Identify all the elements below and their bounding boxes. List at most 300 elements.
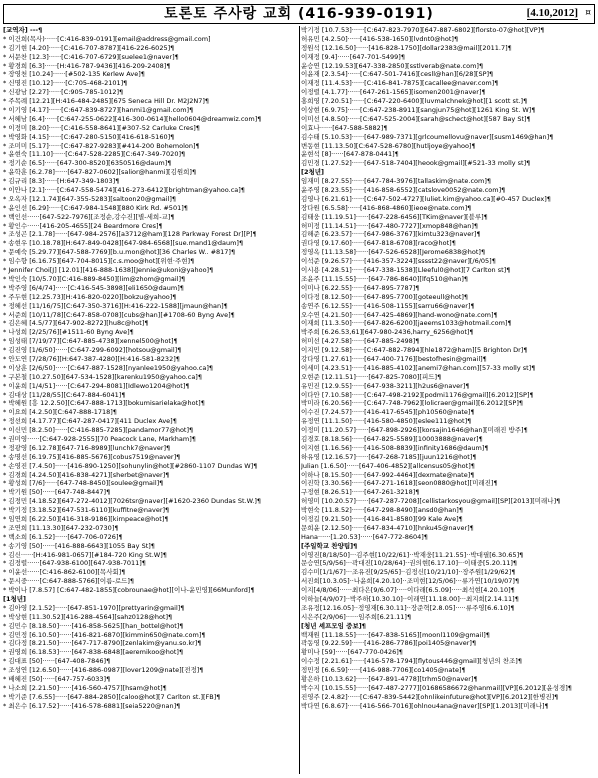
directory-entry: [301, 417, 595, 426]
directory-entry: [301, 186, 595, 195]
directory-entry: [301, 604, 595, 613]
entry-text: 장다원 [6.5.58]······[416-868-4860][ieoe@nate.com]¶: [301, 203, 472, 212]
directory-entry: [301, 613, 595, 622]
entry-text: * 정선희 [4.17.77][C:647-287-0417][411 Duclex Ave]¶: [3, 417, 177, 426]
entry-text: 이하늘[4/9/07]··박주하[10.30.10]··이래연[11.18.00]···최지희[2.14.11]¶: [301, 595, 519, 603]
directory-entry: [3, 257, 297, 266]
entry-text: * 김대상 [11/28/55][C:647-884-6041]¶: [3, 390, 126, 399]
entry-text: * 이윤희 [1/4/51]······[C:647-294-8081][Idlewo1204@hot]¶: [3, 381, 190, 390]
entry-text: 유정연 [11.1.50]······[416-580-4850][eslee111@hot]¶: [301, 417, 472, 426]
directory-entry: [301, 319, 595, 328]
entry-text: * 장영천 [10.24]······[#502-135 Kerlew Ave]¶: [3, 70, 145, 79]
entry-text: * 송기영 [50]······[416-888-6643][1055 Bay St]¶: [3, 541, 155, 550]
title-bar: [3, 4, 595, 24]
entry-text: * 윤인선 [6.29]······[C:647-984-1548][880 Kirk Rd. #501]¶: [3, 203, 188, 212]
directory-entry: [301, 355, 595, 364]
section-header: [301, 622, 595, 631]
entry-text: 하유영 [12.16.57]······[647-268-7185][juun1216@hot]¶: [301, 452, 477, 461]
directory-entry: [301, 26, 595, 35]
directory-entry: [301, 302, 595, 311]
entry-text: 오현준 [12.11.51]······[647-825-7080][피드]¶: [301, 372, 442, 381]
entry-text: 이상현 [6.9.75]······[C:647-238-8911][sangjun75@hot][1261 King St. W]¶: [301, 106, 536, 115]
directory-entry: [3, 648, 297, 657]
directory-entry: [3, 62, 297, 71]
entry-text: * 나소희 [2.21.50]······[416-560-4757][hsam@hot]¶: [3, 683, 167, 692]
entry-text: 문희윤 [2.12.50]······[647-834-4710][hnku45@naver]¶: [301, 523, 474, 532]
entry-text: 이지현 [1.16.56]······[416-508-8839][infinity1686@daum]¶: [301, 443, 489, 452]
directory-entry: [301, 150, 595, 159]
directory-entry: [301, 639, 595, 648]
entry-text: * 김민수 [8.18.50]······[416-858-5625][han_bottel@hot]¶: [3, 621, 184, 630]
directory-entry: [3, 559, 297, 568]
entry-text: * 이정미 [8.20]······[C:416-558-8641][#307-52 Carluke Cres]¶: [3, 123, 200, 132]
directory-entry: [3, 35, 297, 44]
entry-text: 문승연[5/9/56]···곽대진[10/28/64]··권의현[6.17.10]···이태중[5.20.11]¶: [301, 559, 518, 568]
entry-text: 박다연 [6.8.67]······[416-566-7016][ohlnou4ana@naver][SP][1.2013][미래나]¶: [301, 701, 549, 710]
directory-entry: [3, 79, 297, 88]
entry-text: * 박인숙 [10/5.70][C:416-889-8450][lim@zhom@gmail]¶: [3, 274, 186, 283]
directory-entry: [301, 382, 595, 391]
entry-text: 김해준 [6.23.57]······[647-986-3767][kimtu323@naver]¶: [301, 230, 481, 239]
entry-text: * 조연희 [11.13.30][647-232-0730]¶: [3, 523, 119, 532]
directory-entry: [3, 631, 297, 640]
directory-entry: [301, 311, 595, 320]
directory-entry: [3, 230, 297, 239]
directory-entry: [301, 506, 595, 515]
directory-entry: [301, 471, 595, 480]
entry-text: * 안도연 [7/28/76][H:647-387-4280][H:416-581-8232]¶: [3, 354, 180, 363]
entry-text: 김태웅 [11.19.51]······[647-228-6456][TKim@naver][블루]¶: [301, 212, 488, 221]
directory-entry: [301, 551, 595, 560]
entry-text: 곽동영 [9.22.59]······[416-286-7786][poi1405@naver]¶: [301, 639, 477, 648]
directory-entry: [3, 159, 297, 168]
entry-text: 이미선 [4.8.50]······[C:647-525-2004][sarah@schect@hot][587 Bay St]¶: [301, 114, 531, 123]
entry-text: 박미라 [6.20.56]······[C:647-748-7962][lolicraer@gmail][6.2012][SP]¶: [301, 399, 524, 408]
entry-text: * 이윤선······[C:416-862-6100][목사회]¶: [3, 568, 126, 577]
directory-entry: [301, 488, 595, 497]
directory-entry: [3, 462, 297, 471]
directory-entry: [3, 435, 297, 444]
directory-entry: [301, 462, 595, 471]
section-header-text: [1청년]: [3, 595, 27, 603]
directory-entry: [301, 239, 595, 248]
directory-entry: [3, 337, 297, 346]
entry-text: 이재희 [11.3.50]······[647-826-6200][jaeems1033@hotmail.com]¶: [301, 319, 512, 328]
directory-entry: [3, 586, 297, 595]
entry-text: * 정광영 [6.12.78][647-716-8989][lunchk7@naver]¶: [3, 443, 171, 452]
entry-text: 이지[4/8/06]······최다은[9/6.07]·····이다래[6.5.09]·····최석현[4.20.10]¶: [301, 586, 515, 595]
entry-text: 이재정 [11.4.53]······[C:416-841-7875][cacallee@naver.com]¶: [301, 79, 499, 88]
entry-text: Julian [1.6.50]······[647-406-4852][allcensus05@hot]¶: [301, 461, 475, 470]
entry-text: 이재정 [9.4]······[647-701-5499]¶: [301, 52, 405, 61]
section-header-text: [주일학교 찬양팀]¶: [301, 541, 358, 550]
entry-text: 박수지 [10.15.55]······[647-487-2777][01686586672@hanmail][VP][6.2012][윤성경]¶: [301, 683, 572, 692]
entry-text: 정영옥 [11.13.58]······[647-526-6528][Jerome6838@hot]¶: [301, 248, 486, 257]
directory-entry: [3, 239, 297, 248]
directory-entry: [301, 142, 595, 151]
directory-entry: [3, 453, 297, 462]
entry-text: 정민정 [6.6.59]······[416-988-7706][co1405@nate]¶: [301, 666, 466, 675]
directory-entry: [301, 177, 595, 186]
directory-entry: [3, 177, 297, 186]
column-divider: [299, 26, 300, 774]
directory-entry: [301, 479, 595, 488]
directory-entry: [3, 133, 297, 142]
directory-entry: [301, 44, 595, 53]
directory-entry: [301, 435, 595, 444]
entry-text: * 황경희 [6.3]······[H:416-787-9436][416-209-2408]¶: [3, 61, 171, 70]
entry-text: * 김정렬······[647-938-6100][647-938-7011]¶: [3, 559, 146, 568]
entry-text: 유민진 [12.9.55]······[647-938-3211][h2us6@naver]¶: [301, 381, 470, 390]
directory-entry: [301, 88, 595, 97]
entry-text: * 주두현 [12.25.73][H:416-820-0220][bokzu@yahoo]¶: [3, 292, 177, 301]
section-header: [3, 26, 297, 35]
section-header: [301, 542, 595, 551]
directory-entry: [3, 142, 297, 151]
directory-entry: [301, 106, 595, 115]
entry-text: * 문예숙 [5.29.77][647-588-7769][b.u.mon@hot][36 Charles W.. #817]¶: [3, 248, 236, 257]
entry-text: 황은하 [10.13.62]······[647-891-4778][trhm50@naver]¶: [301, 675, 478, 684]
directory-entry: [3, 382, 297, 391]
entry-text: * 권영희 [6.18.53]······[647-838-6848][aeremikoo@hot]¶: [3, 648, 184, 657]
directory-entry: [301, 124, 595, 133]
page-title: 토론토 주사랑 교회 (416-939-0191): [164, 6, 434, 22]
entry-text: 윤현석 [8]······[647-878-0441]¶: [301, 150, 399, 159]
entry-text: * 황성희 [7/6]······[647-748-8450][soulee@gmail]¶: [3, 479, 164, 488]
entry-text: * 조미미 [5.17]······[C:647-827-9283][#414-200 Bohemolon]¶: [3, 141, 200, 150]
entry-text: * 권미영······[C:647-928-2555][70 Peacock Lane, Markham]¶: [3, 434, 196, 443]
directory-page: [3, 4, 595, 774]
entry-text: * 송명선 [6.19.75][416-885-5676][cobus7519@naver]¶: [3, 452, 181, 461]
entry-text: 이영진[8/18/50]···김주현[10/22/61]··박재웅[11.21.55]··박대필[6.30.65]¶: [301, 550, 524, 559]
entry-text: 이진학 [3.30.56]······[647-271-1618][seon0880@hot][미래진]¶: [301, 479, 498, 488]
directory-entry: [301, 248, 595, 257]
directory-entry: [3, 675, 297, 684]
entry-text: * 정기순 [6.5]······[647-300-8520][6350516@daum]¶: [3, 159, 172, 168]
directory-entry: [301, 693, 595, 702]
directory-entry: [3, 275, 297, 284]
entry-text: * 김신······[H:416-981-0657][#184-720 King St.W]¶: [3, 550, 167, 559]
section-header-text: [청년 셰프모임 중보]¶: [301, 621, 366, 630]
directory-entry: [301, 586, 595, 595]
directory-entry: [3, 479, 297, 488]
directory-entry: [301, 222, 595, 231]
entry-text: 이정길 [9.21.50]······[416-841-8580][99 Kale Ave]¶: [301, 514, 463, 523]
entry-text: 허영미 [10.20.57]······[647-287-7208][cellistarkosyou@gmail][SP][2013][미래나]¶: [301, 497, 561, 506]
section-header-text: [2청년]: [301, 168, 325, 177]
entry-text: 시은주[2/9/06]······임주희[6.21.11]¶: [301, 612, 412, 621]
entry-text: * 이신민 [8.2.50]······[C:416-885-7285][pandamor77@hot]¶: [3, 426, 194, 435]
entry-text: * 이상훈 [2/6/50]······[C:647-887-1528][nyanlee1950@yahoo.ca]¶: [3, 363, 213, 372]
right-column: [301, 26, 595, 774]
directory-entry: [3, 213, 297, 222]
directory-entry: [3, 639, 297, 648]
directory-entry: [301, 346, 595, 355]
entry-text: * 이기영 [4.17]······[C:647-839-8727][hanmi1@gmail.com]¶: [3, 106, 194, 115]
directory-entry: [301, 364, 595, 373]
directory-entry: [301, 559, 595, 568]
directory-entry: [301, 577, 595, 586]
directory-entry: [3, 88, 297, 97]
directory-entry: [3, 542, 297, 551]
directory-entry: [3, 702, 297, 711]
directory-entry: [301, 159, 595, 168]
directory-entry: [301, 79, 595, 88]
entry-text: 이윤재 [2.3.54]······[C:647-501-7416][cesll@han][6/28][SP]¶: [301, 70, 494, 79]
directory-entry: [3, 44, 297, 53]
directory-entry: [301, 133, 595, 142]
directory-entry: [301, 284, 595, 293]
entry-text: 황미나 [59]······[647-770-0426]¶: [301, 648, 403, 657]
entry-text: 진영주 [2.4.82]······[C:647-839-5442][ohnlikeinfuture@hot][VP][6.2012][한병진]¶: [301, 692, 559, 701]
directory-entry: [301, 275, 595, 284]
directory-entry: [3, 426, 297, 435]
directory-entry: [3, 70, 297, 79]
entry-text: 이다정 [8.12.50]······[647-895-7700][goteeull@hot]¶: [301, 292, 469, 301]
directory-entry: [301, 70, 595, 79]
directory-entry: [301, 35, 595, 44]
entry-text: 허유민 [4.2.50]······[416-538-1650][lvdnt0@hot]¶: [301, 34, 459, 43]
directory-entry: [301, 497, 595, 506]
entry-text: 홍희영 [7.20.51]······[C:647-220-6400][luvmalchnek@hot][1 scott st.]¶: [301, 97, 528, 106]
entry-text: 백재원 [11.18.55]······[647-838-5165][moonl1109@gmail]¶: [301, 630, 490, 639]
entry-text: * 서준희 [10/11/78][C:647-858-0708][cubs@han][#1708-60 Byng Ave]¶: [3, 310, 235, 319]
entry-text: 이하나 [8.15.50]······[647-992-4464][dexmate@nate]¶: [301, 470, 475, 479]
directory-entry: [3, 355, 297, 364]
entry-text: 윤승연 [12.19.53][647-338-2850][sstlverab@nate.com]¶: [301, 61, 484, 70]
directory-entry: [3, 124, 297, 133]
directory-entry: [301, 266, 595, 275]
directory-entry: [301, 328, 595, 337]
directory-entry: [301, 97, 595, 106]
directory-entry: [3, 506, 297, 515]
entry-text: 송연주 [6.12.55]······[416-508-1155][sarru66@naver]¶: [301, 301, 475, 310]
entry-text: 이효나······[647-588-5882]¶: [301, 123, 388, 132]
entry-text: 박주희 [6.26.53,61][647-980-2436,harry_6256@hot]¶: [301, 328, 474, 337]
directory-entry: [301, 195, 595, 204]
entry-text: 김영나 [6.21.61]······[C:647-502-4727][luliet.kim@yahoo.ca][#0-457 Duclex]¶: [301, 194, 551, 203]
entry-text: * 김민정 [6.10.50]······[416-821-6870][kimmin650@nate.com]¶: [3, 630, 206, 639]
entry-text: 이정렬 [4.1.77]······[647-261-1565][isomen2001@naver]¶: [301, 88, 486, 97]
directory-entry: [301, 568, 595, 577]
entry-text: * 백소희 [6.1.52]······[647-706-0726]¶: [3, 532, 123, 541]
entry-text: * 김대표 [50]······[647-408-7846]¶: [3, 657, 111, 666]
section-header: [3, 595, 297, 604]
directory-entry: [301, 408, 595, 417]
entry-text: 변동현 [11.13.50][C:647-528-6780][hutljoye@yahoo]¶: [301, 141, 476, 150]
entry-text: * 박상현 [11.30.52][416-288-4564][sahz0128@hot]¶: [3, 612, 173, 621]
directory-entry: [301, 62, 595, 71]
directory-entry: [3, 346, 297, 355]
entry-text: 이다안 [7.10.58]······[C:647-498-2192][podmi1176@gmail][6.2012][SP]¶: [301, 390, 534, 399]
directory-entry: [3, 248, 297, 257]
directory-entry: [3, 515, 297, 524]
directory-entry: [301, 657, 595, 666]
directory-entry: [3, 444, 297, 453]
directory-entry: [301, 257, 595, 266]
entry-text: 허미선 [4.27.58]······[647-885-2498]¶: [301, 337, 420, 346]
directory-entry: [3, 488, 297, 497]
directory-entry: [301, 444, 595, 453]
entry-text: * 김기현 [4.20]······[C:416-707-8787][416-226-6025]¶: [3, 43, 175, 52]
directory-entry: [3, 302, 297, 311]
entry-text: 정원석 [12.16.50]······[416-828-1750][dollar2383@mail][2011.7]¶: [301, 43, 512, 52]
directory-entry: [3, 613, 297, 622]
directory-entry: [301, 53, 595, 62]
entry-text: 이수정 [2.21.61]······[416-578-1794][flytous446@gmail][청년의 찬조]¶: [301, 657, 522, 666]
entry-text: 김수태 [5.10.53]······[647-989-7371][grlcoumellovu@naver][susm1469@han]¶: [301, 132, 554, 141]
entry-text: 조윤주 [11.15.55]······[647-786-8640][lfq510@han]¶: [301, 274, 468, 283]
entry-text: * 배혜진 [50]······[647-757-6033]¶: [3, 675, 111, 684]
directory-entry: [3, 97, 297, 106]
directory-entry: [3, 106, 297, 115]
directory-entry: [301, 453, 595, 462]
entry-text: * 신명진 [10.12]······[C:705-468-2101]¶: [3, 79, 128, 88]
directory-entry: [3, 364, 297, 373]
directory-entry: [301, 399, 595, 408]
entry-text: * 조성곤 [2.1.78]······[647-984-2576][a3712@ham][128 Parkway Forest Dr][P]¶: [3, 230, 257, 239]
directory-entry: [3, 293, 297, 302]
entry-text: * 김아영 [2.1.52]······[647-851-1970][prettyarin@gmail]¶: [3, 603, 185, 612]
date-label: [4.10,2012]: [526, 7, 578, 19]
entry-text: * 박이나 [7.8.57] [C:647-482-1855][cobrounae@hot][이나-윤민영][66Munford]¶: [3, 586, 255, 595]
directory-entry: [3, 204, 297, 213]
entry-text: 이시용 [4.28.51]······[647-338-1538][Lleeful0@hot][7 Carlton st]¶: [301, 266, 511, 275]
directory-entry: [3, 150, 297, 159]
entry-text: 권다영 [9.17.60]······[647-818-6708][raco@hot]¶: [301, 239, 456, 248]
entry-text: * 서문찬 [12.3]······[C:416-707-6729][suelee1@naver]¶: [3, 52, 179, 61]
entry-text: * 박기정 [3.18.52][647-531-6110][kuffitne@naver]¶: [3, 506, 170, 515]
section-header-text: [교역자] ---¶: [3, 26, 43, 34]
entry-text: 윤주영 [8.23.55]······[416-858-6552][catslove0052@nate.com]¶: [301, 186, 506, 195]
directory-entry: [3, 666, 297, 675]
directory-entry: [3, 168, 297, 177]
entry-text: * 손영진 [7.4.50]······[416-890-1250][sohunylin@hot][#2860-1107 Dundas W]¶: [3, 461, 258, 470]
entry-text: * 문시중······[C:647-888-5766][이름-로드]¶: [3, 577, 135, 586]
section-header: [301, 168, 595, 177]
entry-text: * 서혜남 [6.4]······[C:647-255-0622][416-300-0614][hello0604@dreamwiz.com]¶: [3, 114, 262, 123]
entry-text: * 황인수······[416-205-4655][24 Beardmore Cres]¶: [3, 221, 163, 230]
entry-text: * 윤학훈 [6.2.78]······[647-827-0602][salior@hanmi][김원희]¶: [3, 168, 197, 177]
entry-text: * 송현우 [10.18.78][H:647-849-0428][647-984-6568][sue.mand1@daum]¶: [3, 239, 244, 248]
directory-entry: [3, 471, 297, 480]
directory-entry: [301, 524, 595, 533]
directory-entry: [301, 373, 595, 382]
end-mark: ¤: [585, 8, 591, 18]
entry-text: 김경호 [8.18.56]······[647-825-5589][10003888@naver]¶: [301, 434, 483, 443]
directory-entry: [301, 675, 595, 684]
entry-text: 김민경 [1.27.52]······[647-518-7404][heook@gmail][#521-33 molly st]¶: [301, 159, 531, 168]
directory-entry: [301, 595, 595, 604]
entry-text: 임재미 [8.27.55]······[647-784-3976][tallaskim@nate.com]¶: [301, 177, 492, 186]
left-column: [3, 26, 297, 774]
entry-text: 이지민 [9.12.58]······[C:647-882-7894][hle1872@ham][5 Brighton Dr]¶: [301, 346, 528, 355]
directory-entry: [3, 417, 297, 426]
directory-entry: [3, 577, 297, 586]
entry-text: 박기정 [10.7.53]······[C:647-823-7970][647-887-6802][florsto-07@hot][VP]¶: [301, 26, 545, 34]
entry-text: * 박기원 [50]······[647-748-8447]¶: [3, 488, 111, 497]
directory-entry: [3, 551, 297, 560]
directory-entry: [301, 115, 595, 124]
directory-entry: [301, 515, 595, 524]
entry-text: 김수미[1/1/67]···조유진[9/25/65]··김정신[10/21/10]··장주원[1/29/62]¶: [301, 568, 516, 577]
entry-text: * 김진영 [1/6/50]······[C:647-299-6092][hotsou@gmail]¶: [3, 346, 182, 355]
entry-text: * 신광남 [2.27]······[C:905-785-1012]¶: [3, 88, 124, 97]
entry-text: 이수진 [7.24.57]······[416-417-6545][ph10560@nate]¶: [301, 408, 475, 417]
entry-text: 이정미 [11.20.57]······[647-898-2926][korsajin1646@han][미래진 방주]¶: [301, 426, 528, 435]
directory-entry: [3, 311, 297, 320]
entry-text: Hana······[1.20.53]······[647-772-8604]¶: [301, 532, 428, 541]
directory-entry: [3, 53, 297, 62]
directory-entry: [3, 568, 297, 577]
directory-entry: [301, 230, 595, 239]
directory-entry: [301, 684, 595, 693]
directory-entry: [3, 186, 297, 195]
entry-text: * 박기준 [7.6.55]······[647-884-2850][caloo@hot][7 Carlton st.][FB]¶: [3, 692, 221, 701]
entry-text: * Jennifer Choi[J] [12.01][416-888-1638][Jennie@ukoni@yahoo]¶: [3, 266, 214, 275]
entry-text: * 이건희(목사)······[C:416-839-0191][email@address@gmail.com]: [3, 34, 211, 43]
entry-text: * 김정민 [4.18.52][647-272-4012][7026tsr@naver][#1620-2360 Dundas St.W.]¶: [3, 497, 262, 506]
entry-text: * 김경희 [4.24.50][416-838-4271][sherbet@naver]¶: [3, 470, 170, 479]
directory-entry: [301, 204, 595, 213]
entry-text: * 임성태 [7/19/77][C:647-885-4738][xennel500@hot]¶: [3, 337, 178, 346]
entry-text: * 나성희 [2/25/76][#1511-60 Byng Ave]¶: [3, 328, 134, 337]
directory-entry: [3, 622, 297, 631]
directory-entry: [3, 266, 297, 275]
directory-entry: [3, 399, 297, 408]
entry-text: 서진희[10.3.05]··나윤희[4.20.10]··조미현[12/5/06]···류가연[10/19/07]¶: [301, 577, 520, 586]
directory-entry: [301, 666, 595, 675]
directory-entry: [301, 702, 595, 711]
entry-text: * 구본철 [10.27.50][647-534-1528][karenku1950@yahoo.ca]¶: [3, 372, 202, 381]
directory-entry: [301, 337, 595, 346]
entry-text: * 김은혜 [4.5/77][647-902-8272][hu8c@hot]¶: [3, 319, 149, 328]
directory-entry: [3, 115, 297, 124]
entry-text: * 백인선······[647-522-7976][조정순,강수진][별-세희-교]¶: [3, 212, 175, 221]
directory-entry: [3, 373, 297, 382]
directory-entry: [301, 533, 595, 542]
directory-entry: [301, 391, 595, 400]
directory-entry: [3, 328, 297, 337]
directory-entry: [301, 648, 595, 657]
entry-text: 이세미 [4.23.51]······[416-885-4102][anemi7@han.com][57-33 molly st]¶: [301, 363, 536, 372]
entry-text: * 박영화 [4.15]······[C:647-280-5150][416-618-5160]¶: [3, 132, 175, 141]
directory-entry: [3, 284, 297, 293]
directory-entry: [301, 213, 595, 222]
entry-text: 이석준 [9.26.57]······[416-357-3224][sssst22@naver][/6/05]¶: [301, 257, 496, 266]
entry-text: * 임연희 [6.22.50][416-318-9186][kirnpeace@hot]¶: [3, 514, 169, 523]
directory-entry: [3, 497, 297, 506]
directory-entry: [3, 604, 297, 613]
entry-text: * 박주영 [6/4/74]······[C:416-545-3898][eli1650@daum]¶: [3, 283, 184, 292]
directory-entry: [3, 533, 297, 542]
entry-text: * 최은수 [6.17.52]······[416-578-6881][seia5220@nan]¶: [3, 701, 181, 710]
entry-text: * 이안나 [2.1]······[C:647-558-5474][416-273-6412][brightman@yahoo.ca]¶: [3, 186, 245, 195]
directory-entry: [3, 524, 297, 533]
entry-text: 구정현 [8.26.51]······[647-261-3218]¶: [301, 488, 420, 497]
entry-text: * 주목례 [12.21][H:416-484-2485][675 Seneca Hill Dr. M2J2N7]¶: [3, 97, 210, 106]
entry-text: 조유정[12.16.05]··정영재[6.30.11]··장준혁[2.8.05]·····류주영[6.6.10]¶: [301, 603, 515, 612]
directory-entry: [301, 426, 595, 435]
entry-text: * 이요희 [4.2.50][C:647-888-1718]¶: [3, 408, 117, 417]
directory-entry: [3, 319, 297, 328]
entry-text: * 윤현숙 [11.10]······[C:647-528-2285][C:647-349-7020]¶: [3, 150, 186, 159]
directory-entry: [3, 391, 297, 400]
entry-text: 이미나 [6.22.55]······[647-895-7787]¶: [301, 283, 420, 292]
entry-text: * 조성연 [12.6.50]······[416-886-0987][lover1209@nate][전정]¶: [3, 666, 204, 675]
directory-entry: [301, 631, 595, 640]
columns: [3, 26, 595, 774]
